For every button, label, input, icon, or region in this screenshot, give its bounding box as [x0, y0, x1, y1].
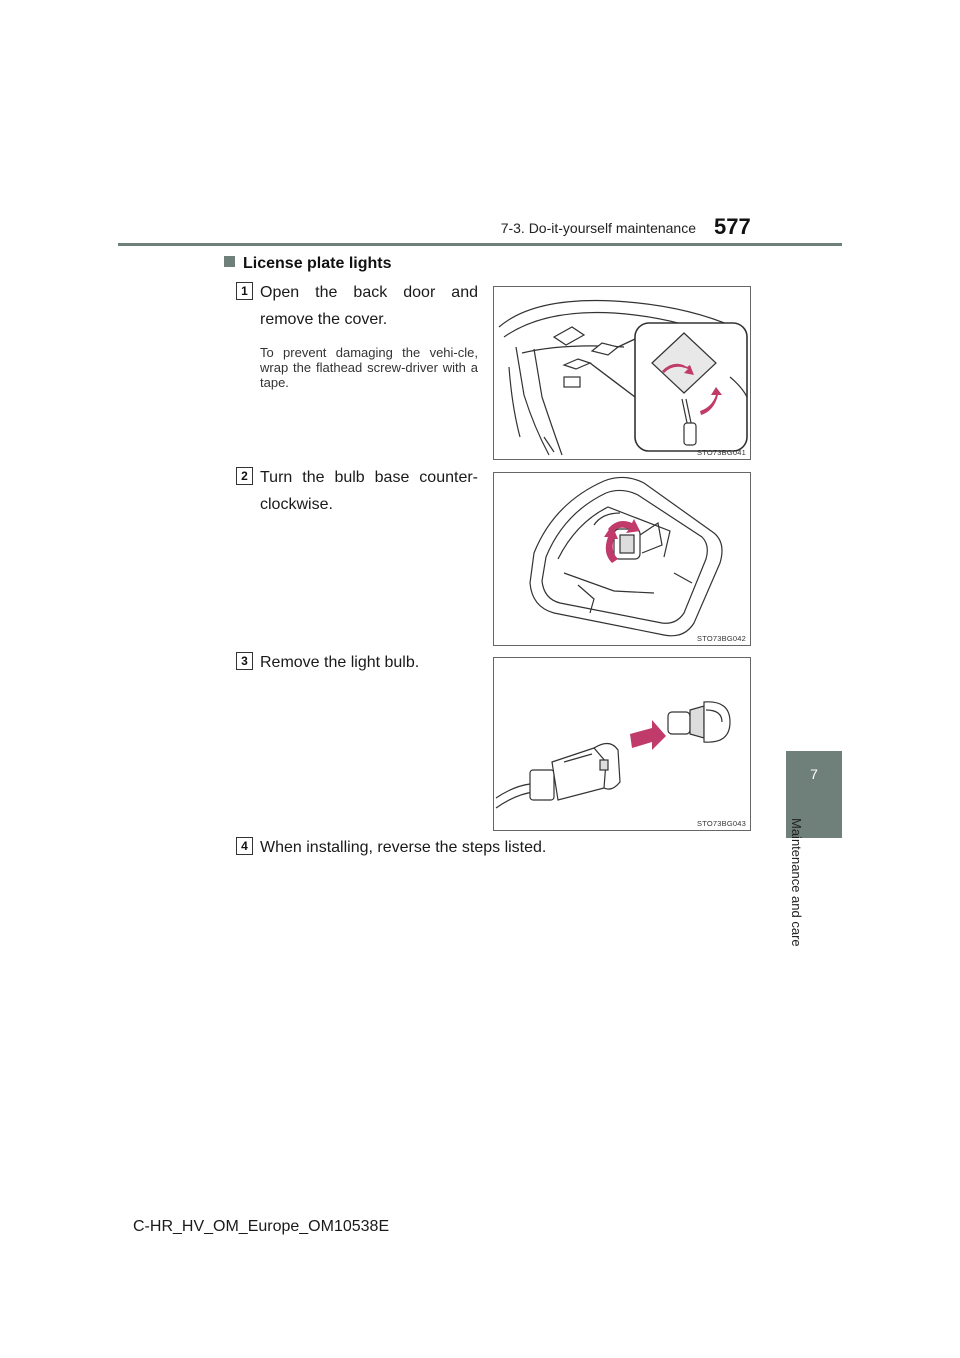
bulb-base-illustration — [494, 473, 750, 645]
chapter-tab-label: Maintenance and care — [789, 818, 804, 947]
back-door-cover-illustration — [494, 287, 750, 459]
step-note-1: To prevent damaging the vehi-cle, wrap the flathead screw-driver with a tape. — [260, 345, 478, 390]
heading-text: License plate lights — [243, 255, 392, 272]
step-badge-3: 3 — [236, 652, 253, 670]
document-id-footer: C-HR_HV_OM_Europe_OM10538E — [133, 1218, 390, 1235]
step-text-4: When installing, reverse the steps listed. — [260, 839, 547, 856]
procedure-heading — [224, 255, 391, 273]
chapter-tab-number: 7 — [810, 766, 818, 782]
step-badge-1: 1 — [236, 282, 253, 300]
figure-code-1: STO73BG041 — [697, 448, 746, 457]
step-badge-4: 4 — [236, 837, 253, 855]
figure-2 — [493, 472, 751, 646]
figure-1 — [493, 286, 751, 460]
step-text-2: Turn the bulb base counter-clockwise. — [260, 469, 478, 513]
heading-square-icon — [224, 256, 235, 267]
figure-code-3: STO73BG043 — [697, 819, 746, 828]
section-title: 7-3. Do-it-yourself maintenance — [500, 220, 696, 236]
step-text-3: Remove the light bulb. — [260, 654, 420, 671]
figure-3 — [493, 657, 751, 831]
step-badge-2: 2 — [236, 467, 253, 485]
step-text-1: Open the back door and remove the cover. — [260, 284, 478, 328]
page-number: 577 — [714, 214, 751, 239]
light-bulb-removal-illustration — [494, 658, 750, 830]
header-divider — [118, 243, 842, 246]
figure-code-2: STO73BG042 — [697, 634, 746, 643]
